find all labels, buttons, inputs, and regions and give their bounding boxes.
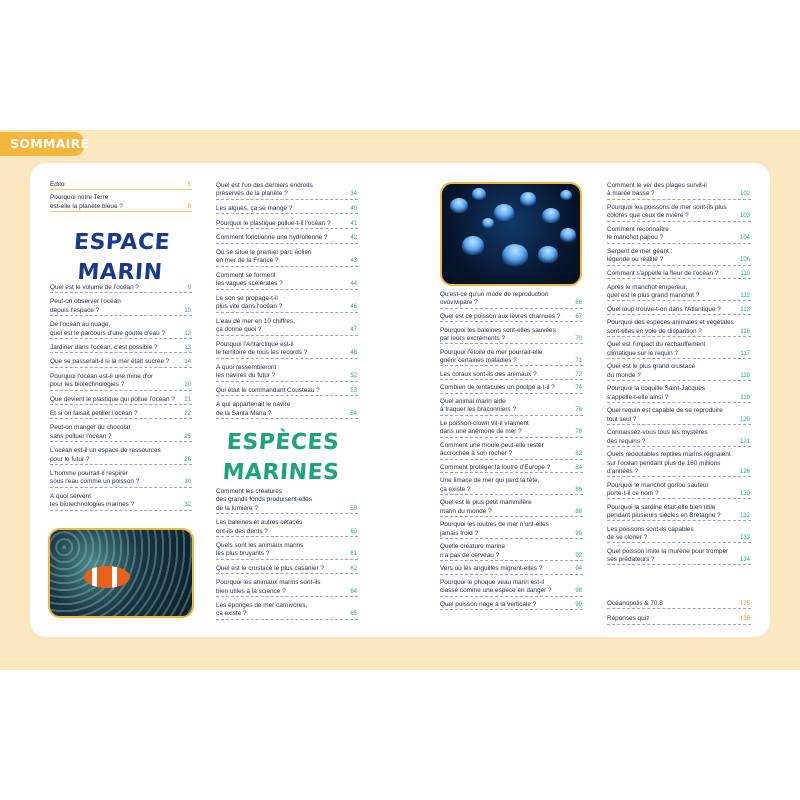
toc-entry-page: 5 — [187, 182, 191, 188]
toc-entry-title: Réponses quiz — [607, 615, 650, 623]
jellyfish-shape — [494, 204, 514, 221]
toc-entry-page: 62 — [350, 565, 357, 572]
toc-entry[interactable] — [216, 542, 358, 560]
toc-entry-page: 74 — [575, 385, 582, 392]
toc-entry-title: Quels redoutables reptiles marins régnaient — [607, 451, 731, 459]
toc-entry-title: jamais froid ? — [440, 529, 479, 537]
toc-entry-title: du monde ? — [607, 371, 641, 379]
toc-entry[interactable] — [216, 272, 358, 290]
toc-entry[interactable] — [216, 249, 358, 267]
toc-entry-title: de la lumière ? — [216, 504, 258, 512]
toc-entry[interactable] — [216, 318, 358, 336]
toc-entry-title: Quels sont les animaux marins — [216, 542, 304, 549]
toc-entry-page: 84 — [575, 464, 582, 471]
toc-entry-title: ça existe ? — [440, 485, 471, 493]
toc-entry-title: plus vite dans l'océan ? — [216, 303, 283, 311]
toc-entry-title: Vers où les anguilles migrent-elles ? — [440, 565, 543, 573]
toc-entry-title: Pourquoi les loutres de mer n'ont-elles — [440, 521, 549, 529]
toc-entry-page: 136 — [739, 616, 750, 623]
toc-entry[interactable] — [607, 341, 751, 359]
jellyfish-shape — [482, 218, 494, 228]
toc-entry-page: 43 — [350, 258, 357, 265]
toc-entry[interactable] — [607, 182, 751, 200]
toc-entry-title: Que se passerait-il si la mer était sucrée ? — [50, 358, 170, 366]
toc-entry-page: 76 — [575, 407, 582, 414]
toc-entry[interactable] — [440, 384, 583, 393]
toc-entry[interactable] — [50, 181, 192, 190]
toc-entry[interactable] — [607, 306, 751, 315]
toc-entry-title: les navires du futur ? — [216, 372, 276, 380]
toc-entry[interactable] — [440, 601, 583, 610]
toc-entry-title: pour les biotechnologies ? — [50, 381, 125, 389]
toc-entry-title: le manchot papou ? — [607, 234, 664, 242]
toc-entry-title: les plus bruyants ? — [216, 550, 270, 558]
toc-entry[interactable] — [50, 447, 192, 465]
toc-entry-title: Comment les créatures — [216, 488, 283, 495]
toc-entry-page: 64 — [350, 588, 357, 595]
heading-line: MARINES — [221, 460, 341, 485]
toc-entry-title: Pourquoi l'océan est-il une mine d'or — [50, 372, 153, 380]
toc-entry-page: 102 — [739, 191, 750, 198]
toc-entry-title: à marée basse ? — [607, 190, 655, 198]
toc-entry[interactable] — [216, 364, 358, 382]
toc-entry-title: quel est le parcours d'une goutte d'eau ? — [50, 329, 166, 337]
toc-entry[interactable] — [216, 565, 358, 574]
toc-entry-page: 34 — [350, 191, 357, 198]
toc-entry-page: 32 — [184, 502, 191, 509]
toc-entry-page: 65 — [350, 611, 357, 618]
toc-entry-title: Les algues, ça se mange ? — [216, 205, 293, 212]
toc-entry-title: Pourquoi les baleines sont-elles sauvées — [440, 326, 556, 334]
toc-entry[interactable] — [50, 321, 192, 339]
toc-entry-page: 61 — [350, 551, 357, 558]
toc-entry-page: 118 — [740, 372, 750, 379]
toc-entry-title: Les coraux sont-ils des animaux ? — [440, 370, 537, 378]
toc-entry-title: Serpent de mer géant : — [607, 248, 673, 255]
toc-entry-title: L'homme pourrait-il respirer — [50, 470, 128, 477]
toc-entry-title: À quoi servent — [50, 492, 91, 500]
section-heading-especes-marines — [210, 428, 354, 488]
toc-entry-title: porte-t-il ce nom ? — [607, 490, 659, 497]
toc-entry-title: les biotechnologies marines ? — [50, 501, 135, 509]
toc-entry[interactable] — [216, 488, 358, 514]
toc-entry[interactable] — [50, 298, 192, 316]
toc-entry-page: 53 — [350, 387, 357, 394]
toc-entry-title: n'a pas de cerveau ? — [440, 551, 500, 559]
toc-entry[interactable] — [216, 602, 358, 620]
toc-entry-title: Quel est le plus grand crustacé — [607, 363, 696, 371]
toc-entry-page: 135 — [739, 601, 750, 607]
toc-entry-title: Quel est le volume de l'océan ? — [50, 284, 139, 291]
toc-entry[interactable] — [216, 519, 358, 537]
toc-entry-page: 20 — [184, 382, 191, 389]
jellyfish-shape — [560, 228, 576, 242]
toc-entry[interactable] — [607, 385, 751, 403]
toc-entry[interactable] — [440, 521, 583, 539]
toc-entry-title: le territoire de tous les records ? — [216, 349, 308, 357]
toc-entry-title: Quel animal marin aide — [440, 397, 506, 405]
toc-entry-title: Comment se forment — [216, 271, 276, 279]
toc-entry[interactable] — [607, 226, 751, 244]
toc-entry-title: Jardiner dans l'océan, c'est possible ? — [50, 344, 158, 351]
toc-entry-title: Pourquoi la sardine était-elle bien utile — [607, 503, 716, 511]
toc-entry-title: Que devient le plastique qui pollue l'océan ? — [50, 395, 175, 403]
toc-entry-page: 133 — [739, 535, 750, 541]
toc-entry-title: Comment fonctionne une hydrolienne ? — [216, 234, 328, 242]
toc-entry[interactable] — [607, 548, 751, 566]
toc-entry-title: Qu'est-ce qu'un mode de reproduction — [440, 291, 549, 298]
toc-entry-page: 10 — [184, 307, 191, 314]
toc-entry-title: de se cloner ? — [607, 534, 648, 541]
toc-entry-title: Comment protéger la loutre d'Europe ? — [440, 463, 551, 471]
toc-entry-title: Édito — [50, 181, 65, 188]
toc-entry-page: 22 — [184, 411, 191, 417]
toc-entry-title: Quel est le crustacé le plus casanier ? — [216, 564, 324, 572]
toc-entry[interactable] — [440, 477, 583, 495]
toc-entry-page: 46 — [350, 304, 357, 311]
toc-entry-title: accrochée à son rocher ? — [440, 450, 513, 458]
toc-entry-page: 94 — [575, 566, 582, 573]
toc-entry[interactable] — [50, 424, 192, 442]
toc-entry-page: 72 — [575, 371, 582, 378]
toc-entry-title: Une limace de mer qui perd la tête, — [440, 477, 540, 485]
toc-entry[interactable] — [607, 284, 751, 302]
toc-entry-title: ça existe ? — [216, 610, 247, 618]
toc-entry-title: est-elle la planète bleue ? — [50, 202, 123, 210]
toc-entry[interactable] — [607, 615, 751, 624]
toc-entry-page: 134 — [739, 557, 750, 563]
toc-entry-title: marin du monde ? — [440, 507, 492, 515]
toc-entry-title: Pourquoi les poissons de mer sont-ils plus — [607, 204, 727, 211]
toc-entry-page: 90 — [575, 530, 582, 537]
toc-entry-title: Comment s'appelle la fleur de l'océan ? — [607, 270, 719, 277]
toc-entry-page: 116 — [740, 328, 750, 335]
toc-entry[interactable] — [607, 526, 751, 544]
toc-entry[interactable] — [440, 398, 583, 416]
toc-entry[interactable] — [50, 194, 192, 212]
toc-entry[interactable] — [216, 220, 358, 229]
toc-entry[interactable] — [216, 401, 358, 419]
toc-entry-page: 26 — [184, 456, 191, 463]
toc-entry-title: par leurs excréments ? — [440, 335, 505, 342]
toc-entry[interactable] — [440, 313, 583, 322]
toc-entry-title: Après le manchot empereur, — [607, 283, 688, 291]
toc-entry-title: Océanopolis & 70.8 — [607, 600, 663, 607]
heading-line: MARIN — [76, 260, 164, 285]
toc-entry-title: des grands fonds produisent-elles — [216, 496, 312, 504]
toc-entry-title: dans une anémone de mer ? — [440, 428, 522, 436]
jellyfish-shape — [472, 188, 486, 200]
toc-entry-title: Et si on faisait pétiller l'océan ? — [50, 410, 138, 417]
clownfish-photo — [48, 528, 194, 618]
toc-entry-title: Comment le ver des plages survit-il — [607, 182, 707, 189]
toc-entry[interactable] — [440, 579, 583, 597]
section-heading-espace-marin — [50, 228, 192, 288]
toc-entry-title: des requins ? — [607, 437, 646, 445]
toc-entry-page: 30 — [184, 479, 191, 486]
toc-entry-title: sous l'eau comme un poisson ? — [50, 478, 140, 486]
toc-entry-page: 121 — [739, 438, 750, 445]
toc-entry-title: Les poissons sont-ils capables — [607, 525, 694, 533]
toc-entry-page: 14 — [184, 359, 191, 366]
toc-entry[interactable] — [50, 493, 192, 511]
toc-entry-page: 66 — [575, 300, 582, 307]
toc-entry[interactable] — [50, 358, 192, 367]
toc-entry-page: 6 — [187, 203, 191, 210]
toc-entry-page: 98 — [575, 588, 582, 595]
toc-entry-page: 78 — [575, 429, 582, 436]
toc-entry-title: Les baleines et autres cétacés — [216, 519, 303, 527]
toc-entry-title: Où se situe le premier parc éolien — [216, 248, 312, 256]
toc-entry[interactable] — [440, 565, 583, 574]
toc-entry-page: 117 — [740, 350, 750, 357]
toc-entry-page: 103 — [739, 213, 750, 220]
toc-entry-page: 42 — [350, 235, 357, 242]
toc-entry-title: À quoi ressembleront — [216, 363, 277, 371]
jellyfish-shape — [462, 236, 484, 255]
toc-entry[interactable] — [607, 248, 751, 266]
toc-entry-title: L'eau de mer en 10 chiffres, — [216, 317, 295, 325]
toc-entry-title: sont-elles en voie de disparition ? — [607, 327, 702, 335]
toc-entry[interactable] — [50, 396, 192, 405]
toc-entry-page: 120 — [739, 416, 750, 423]
toc-entry-title: Pourquoi les animaux marins sont-ils — [216, 579, 321, 587]
heading-line: ESPACE — [73, 230, 172, 255]
toc-entry-title: Peut-on observer l'océan — [50, 298, 121, 306]
toc-entry[interactable] — [440, 499, 583, 517]
toc-entry-page: 9 — [187, 285, 191, 291]
toc-entry-title: Quel est l'un des derniers endroits — [216, 182, 313, 189]
toc-entry[interactable] — [607, 482, 751, 500]
toc-entry[interactable] — [440, 291, 583, 309]
toc-entry-title: Qui était le commandant Cousteau ? — [216, 386, 320, 394]
toc-entry-title: guérir certaines maladies ? — [440, 357, 517, 364]
toc-entry[interactable] — [440, 371, 583, 380]
toc-entry-title: d'années ? — [607, 468, 639, 475]
toc-entry[interactable] — [216, 579, 358, 597]
toc-entry-title: quel est le plus grand manchot ? — [607, 292, 700, 299]
toc-entry-title: Quel est ce poisson aux lèvres charnues ? — [440, 313, 561, 320]
toc-entry-title: Quel est l'impact du réchauffement — [607, 341, 706, 349]
toc-entry[interactable] — [50, 373, 192, 391]
toc-entry[interactable] — [50, 344, 192, 353]
toc-entry[interactable] — [216, 341, 358, 359]
toc-entry-page: 48 — [350, 350, 357, 357]
toc-entry-title: depuis l'espace ? — [50, 306, 100, 314]
jellyfish-shape — [542, 208, 560, 223]
toc-entry-page: 13 — [184, 345, 191, 351]
toc-entry-page: 54 — [350, 410, 357, 417]
jellyfish-shape — [502, 244, 528, 266]
toc-entry[interactable] — [607, 204, 751, 222]
toc-entry-title: De l'océan au nuage, — [50, 321, 111, 329]
jellyfish-shape — [450, 198, 468, 213]
toc-entry-title: pendant plusieurs siècles en Bretagne ? — [607, 512, 721, 519]
toc-entry-title: ça donne quoi ? — [216, 326, 262, 334]
toc-entry[interactable] — [440, 442, 583, 460]
toc-entry-title: Quel est le plus petit mammifère — [440, 499, 532, 507]
toc-entry-page: 40 — [350, 206, 357, 212]
toc-entry-title: Pourquoi la coquille Saint-Jacques — [607, 385, 706, 393]
toc-entry[interactable] — [607, 363, 751, 381]
toc-entry-title: Pourquoi le manchot gorfou sauteur — [607, 481, 709, 489]
toc-entry-title: Le son se propage-t-il — [216, 294, 278, 302]
toc-entry[interactable] — [216, 295, 358, 313]
jellyfish-shape — [520, 192, 536, 206]
toc-entry[interactable] — [50, 410, 192, 419]
toc-entry-page: 25 — [184, 433, 191, 440]
toc-entry-title: Les éponges de mer carnivores, — [216, 602, 308, 609]
toc-entry[interactable] — [50, 284, 192, 293]
toc-entry-title: Quelle créature marine — [440, 543, 506, 551]
toc-entry-page: 21 — [184, 396, 191, 403]
toc-entry-title: de la Santa Maria ? — [216, 409, 272, 417]
toc-entry[interactable] — [440, 349, 583, 367]
toc-entry-title: climatique sur le requin ? — [607, 349, 679, 357]
heading-line: ESPÈCES — [225, 430, 341, 455]
toc-entry-title: Quel loup trouve-t-on dans l'Atlantique ? — [607, 305, 721, 313]
toc-entry-title: pour le futur ? — [50, 455, 90, 463]
toc-entry-page: 113 — [740, 306, 750, 313]
toc-entry[interactable] — [607, 451, 751, 477]
toc-entry-title: Quel poisson imite la murène pour tromper — [607, 547, 729, 555]
toc-entry-page: 41 — [350, 220, 357, 227]
toc-entry-title: les vagues scélérates ? — [216, 280, 283, 288]
toc-entry[interactable] — [216, 182, 358, 200]
toc-entry[interactable] — [607, 429, 751, 447]
toc-entry-title: Pourquoi des espèces animales et végétales — [607, 319, 734, 327]
toc-entry-page: 99 — [575, 602, 582, 608]
toc-entry-page: 47 — [350, 327, 357, 334]
toc-entry-title: Connaissez-vous tous les mystères — [607, 429, 708, 437]
toc-entry-page: 71 — [575, 358, 582, 364]
toc-entry-title: Comment une moule peut-elle rester — [440, 441, 544, 449]
toc-entry-page: 82 — [575, 451, 582, 458]
toc-entry-title: en mer de la France ? — [216, 257, 279, 265]
toc-entry-page: 104 — [739, 235, 750, 242]
toc-entry[interactable] — [440, 543, 583, 561]
toc-entry-title: tout seul ? — [607, 415, 637, 423]
toc-entry-title: bien utiles à la science ? — [216, 587, 286, 595]
toc-entry-title: préservés de la planète ? — [216, 190, 288, 198]
toc-entry[interactable] — [216, 234, 358, 243]
toc-entry-page: 86 — [575, 486, 582, 493]
toc-entry-page: 110 — [740, 271, 750, 277]
toc-entry[interactable] — [216, 205, 358, 214]
toc-entry-title: Pourquoi le phoque veau marin est-il — [440, 579, 545, 586]
toc-entry-title: colorés que ceux de rivière ? — [607, 212, 689, 220]
toc-entry-title: sur l'océan pendant plus de 160 millions — [607, 459, 721, 467]
toc-entry-page: 67 — [575, 314, 582, 320]
toc-entry[interactable] — [607, 600, 751, 609]
toc-entry-title: Pourquoi l'étoile de mer pourrait-elle — [440, 348, 543, 356]
toc-entry-title: Combien de tentacules un poulpe a-t-il ? — [440, 384, 555, 392]
toc-entry-page: 52 — [350, 373, 357, 380]
toc-entry-title: classé comme une espèce en danger ? — [440, 587, 552, 595]
jellyfish-shape — [560, 190, 572, 200]
toc-entry-title: Comment reconnaître — [607, 226, 669, 233]
toc-entry[interactable] — [607, 407, 751, 425]
toc-entry-page: 112 — [740, 293, 750, 299]
toc-entry-title: sans polluer l'océan ? — [50, 432, 112, 440]
toc-entry-page: 12 — [184, 330, 191, 337]
toc-entry-page: 88 — [575, 508, 582, 515]
toc-entry-title: Pourquoi notre Terre — [50, 194, 109, 202]
clownfish-shape — [84, 566, 130, 588]
toc-entry-page: 60 — [350, 528, 357, 535]
toc-entry-page: 92 — [575, 552, 582, 559]
toc-entry-title: À qui appartenait le navire — [216, 401, 291, 409]
toc-entry-title: Peut-on manger du chocolat — [50, 424, 131, 432]
toc-entry[interactable] — [440, 464, 583, 473]
toc-entry[interactable] — [440, 327, 583, 345]
jellyfish-photo — [440, 182, 582, 286]
toc-entry-title: légende ou réalité ? — [607, 256, 664, 264]
toc-entry-page: 119 — [740, 394, 750, 401]
toc-entry[interactable] — [607, 319, 751, 337]
sommaire-badge: SOMMAIRE — [0, 132, 84, 156]
toc-entry-title: Quel requin est capable de se reproduire — [607, 407, 723, 415]
toc-entry-title: Pourquoi l'Antarctique est-il — [216, 340, 294, 348]
toc-entry-title: Quel poisson nage à la verticale ? — [440, 601, 537, 608]
toc-entry-page: 59 — [350, 505, 357, 512]
toc-entry-page: 126 — [739, 469, 750, 475]
toc-entry-title: Le poisson-clown vit-il vraiment — [440, 419, 529, 427]
toc-entry[interactable] — [216, 387, 358, 396]
jellyfish-shape — [538, 246, 558, 263]
toc-entry-page: 132 — [739, 513, 750, 519]
toc-entry-title: ses prédateurs ? — [607, 556, 655, 563]
toc-entry-title: Pourquoi le plastique pollue-t-il l'océan ? — [216, 219, 331, 227]
toc-entry-title: à traquer les braconniers ? — [440, 406, 517, 414]
toc-entry-title: ont-ils des dents ? — [216, 527, 268, 535]
toc-entry-page: 106 — [739, 257, 750, 264]
toc-entry-page: 70 — [575, 336, 582, 342]
toc-entry-page: 44 — [350, 281, 357, 288]
toc-entry-title: s'appelle-t-elle ainsi ? — [607, 393, 669, 401]
toc-entry[interactable] — [440, 420, 583, 438]
toc-entry[interactable] — [607, 504, 751, 522]
toc-entry-title: L'océan est-il un espace de ressources — [50, 447, 161, 455]
toc-entry[interactable] — [607, 270, 751, 279]
toc-entry-title: ovovivipare ? — [440, 299, 478, 307]
toc-entry[interactable] — [50, 470, 192, 488]
toc-entry-page: 130 — [739, 491, 750, 497]
